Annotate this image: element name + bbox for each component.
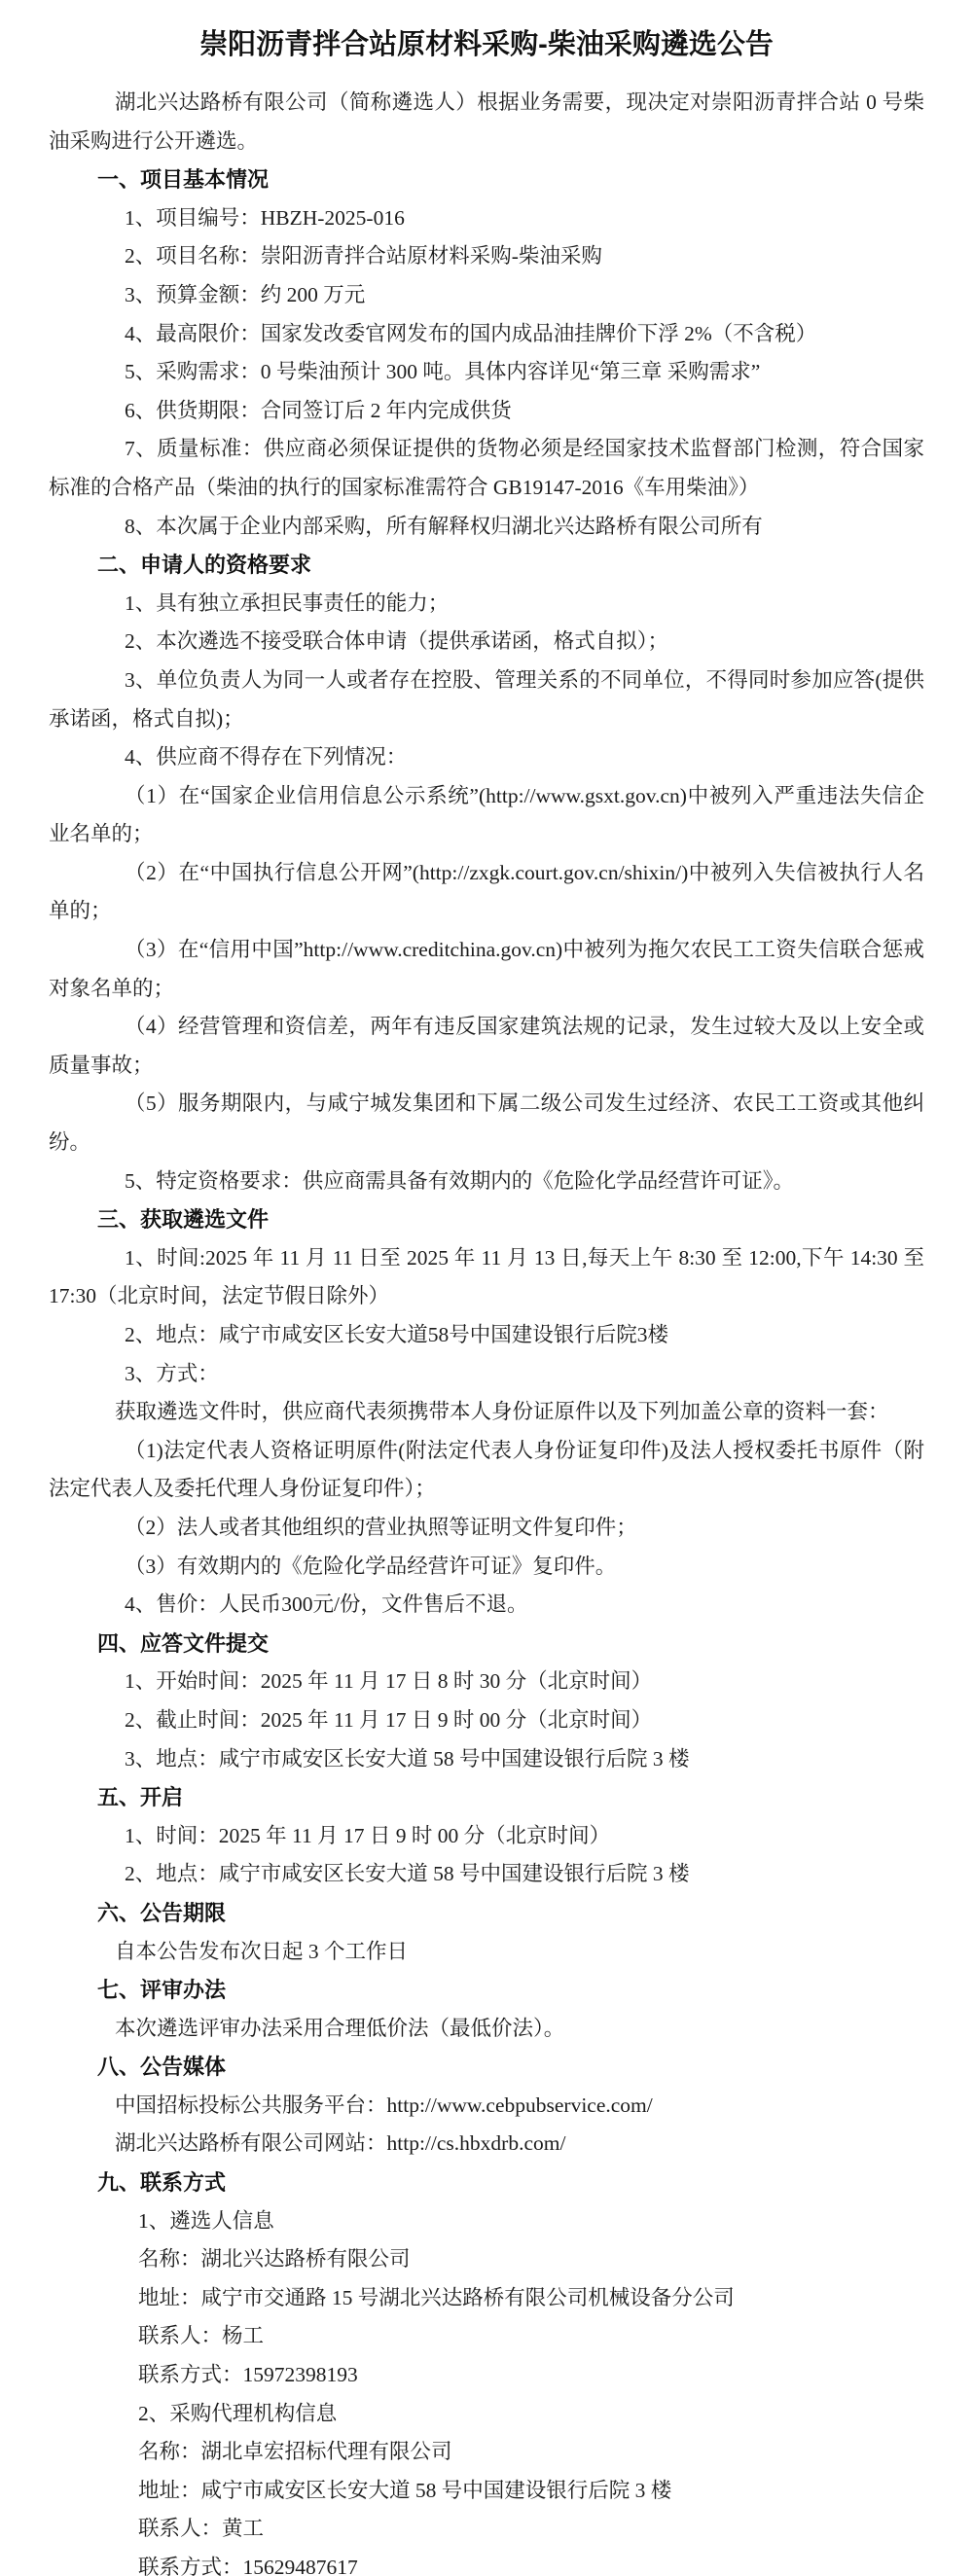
document-paragraph: 2、截止时间：2025 年 11 月 17 日 9 时 00 分（北京时间） <box>125 1707 653 1732</box>
section-heading: 六、公告期限 <box>97 1900 227 1925</box>
document-paragraph: （2）法人或者其他组织的营业执照等证明文件复印件； <box>125 1515 637 1539</box>
document-body <box>49 161 924 2576</box>
section-heading: 一、项目基本情况 <box>97 167 270 193</box>
document-paragraph: 名称：湖北卓宏招标代理有限公司 <box>138 2440 452 2464</box>
document-paragraph: 2、项目名称：崇阳沥青拌合站原材料采购-柴油采购 <box>125 244 602 268</box>
document-paragraph: （2）在“中国执行信息公开网”(http://zxgk.court.gov.cn/shixin/)中被列入失信被执行人名单的； <box>49 860 924 923</box>
document-paragraph: 1、时间：2025 年 11 月 17 日 9 时 00 分（北京时间） <box>125 1823 611 1847</box>
document-paragraph: 3、地点：咸宁市咸安区长安大道 58 号中国建设银行后院 3 楼 <box>125 1746 690 1771</box>
document-paragraph: 5、采购需求：0 号柴油预计 300 吨。具体内容详见“第三章 采购需求” <box>125 360 761 384</box>
document-paragraph: （3）有效期内的《危险化学品经营许可证》复印件。 <box>125 1554 617 1578</box>
document-paragraph: 联系方式：15629487617 <box>138 2556 358 2576</box>
document-paragraph: 联系人：黄工 <box>138 2517 265 2541</box>
document-paragraph: 4、售价：人民币300元/份，文件售后不退。 <box>125 1592 528 1617</box>
document-paragraph: 2、采购代理机构信息 <box>138 2401 338 2425</box>
document-paragraph: 1、具有独立承担民事责任的能力； <box>125 590 450 615</box>
document-paragraph: （3）在“信用中国”http://www.creditchina.gov.cn)中被列为拖欠农民工工资失信联合惩戒对象名单的； <box>49 938 924 1000</box>
document-paragraph: 8、本次属于企业内部采购，所有解释权归湖北兴达路桥有限公司所有 <box>125 514 763 538</box>
section-heading: 八、公告媒体 <box>97 2055 227 2080</box>
document-paragraph: 湖北兴达路桥有限公司网站：http://cs.hbxdrb.com/ <box>115 2131 566 2156</box>
document-paragraph: 2、地点：咸宁市咸安区长安大道 58 号中国建设银行后院 3 楼 <box>125 1862 690 1886</box>
document-paragraph: 名称：湖北兴达路桥有限公司 <box>138 2247 411 2272</box>
document-paragraph: 1、遴选人信息 <box>138 2208 274 2233</box>
document-paragraph: 3、预算金额：约 200 万元 <box>125 282 366 306</box>
document-paragraph: 2、地点：咸宁市咸安区长安大道58号中国建设银行后院3楼 <box>125 1323 669 1346</box>
document-paragraph: 4、供应商不得存在下列情况： <box>125 745 408 769</box>
document-paragraph: 4、最高限价：国家发改委官网发布的国内成品油挂牌价下浮 2%（不含税） <box>125 321 817 345</box>
document-paragraph: 1、时间:2025 年 11 月 11 日至 2025 年 11 月 13 日,每天上午 8:30 至 12:00,下午 14:30 至 17:30（北京时间，法定节假日除外） <box>49 1245 924 1308</box>
intro-paragraph: 湖北兴达路桥有限公司（简称遴选人）根据业务需要，现决定对崇阳沥青拌合站 0 号柴油采购进行公开遴选。 <box>49 90 924 153</box>
document-paragraph: 1、开始时间：2025 年 11 月 17 日 8 时 30 分（北京时间） <box>125 1669 653 1694</box>
section-heading: 二、申请人的资格要求 <box>97 553 312 578</box>
document-paragraph: 联系人：杨工 <box>138 2324 265 2348</box>
section-heading: 四、应答文件提交 <box>97 1630 270 1656</box>
document-paragraph: 3、方式： <box>125 1361 219 1385</box>
document-paragraph: 2、本次遴选不接受联合体申请（提供承诺函，格式自拟）； <box>125 629 669 654</box>
section-heading: 三、获取遴选文件 <box>97 1207 270 1233</box>
document-paragraph: （1)法定代表人资格证明原件(附法定代表人身份证复印件)及法人授权委托书原件（附法定代表人及委托代理人身份证复印件）； <box>49 1438 924 1501</box>
document-paragraph: 3、单位负责人为同一人或者存在控股、管理关系的不同单位，不得同时参加应答(提供承诺函，格式自拟)； <box>49 667 924 731</box>
document-paragraph: 1、项目编号：HBZH-2025-016 <box>125 205 405 230</box>
document-paragraph: 中国招标投标公共服务平台：http://www.cebpubservice.com/ <box>115 2093 653 2117</box>
document-paragraph: 地址：咸宁市咸安区长安大道 58 号中国建设银行后院 3 楼 <box>138 2478 672 2502</box>
document-paragraph: 5、特定资格要求：供应商需具备有效期内的《危险化学品经营许可证》。 <box>125 1168 795 1193</box>
document-paragraph: 6、供货期限：合同签订后 2 年内完成供货 <box>125 398 512 422</box>
document-paragraph: 本次遴选评审办法采用合理低价法（最低价法）。 <box>115 2016 565 2040</box>
document-paragraph: 联系方式：15972398193 <box>138 2363 358 2387</box>
section-heading: 五、开启 <box>97 1785 184 1810</box>
document-paragraph: （1）在“国家企业信用信息公示系统”(http://www.gsxt.gov.cn)中被列入严重违法失信企业名单的； <box>49 783 924 846</box>
document-paragraph: 地址：咸宁市交通路 15 号湖北兴达路桥有限公司机械设备分公司 <box>138 2285 735 2309</box>
document-paragraph: 自本公告发布次日起 3 个工作日 <box>115 1939 409 1963</box>
document-paragraph: （4）经营管理和资信差，两年有违反国家建筑法规的记录，发生过较大及以上安全或质量事故； <box>49 1015 924 1077</box>
document-paragraph: （5）服务期限内，与咸宁城发集团和下属二级公司发生过经济、农民工工资或其他纠纷。 <box>49 1091 924 1155</box>
section-heading: 九、联系方式 <box>97 2170 227 2196</box>
document-paragraph: 7、质量标准：供应商必须保证提供的货物必须是经国家技术监督部门检测，符合国家标准的合格产品（柴油的执行的国家标准需符合 GB19147-2016《车用柴油》） <box>49 437 924 499</box>
section-heading: 七、评审办法 <box>97 1978 227 2003</box>
document-title: 崇阳沥青拌合站原材料采购-柴油采购遴选公告 <box>199 29 774 60</box>
document-paragraph: 获取遴选文件时，供应商代表须携带本人身份证原件以及下列加盖公章的资料一套： <box>115 1400 889 1424</box>
